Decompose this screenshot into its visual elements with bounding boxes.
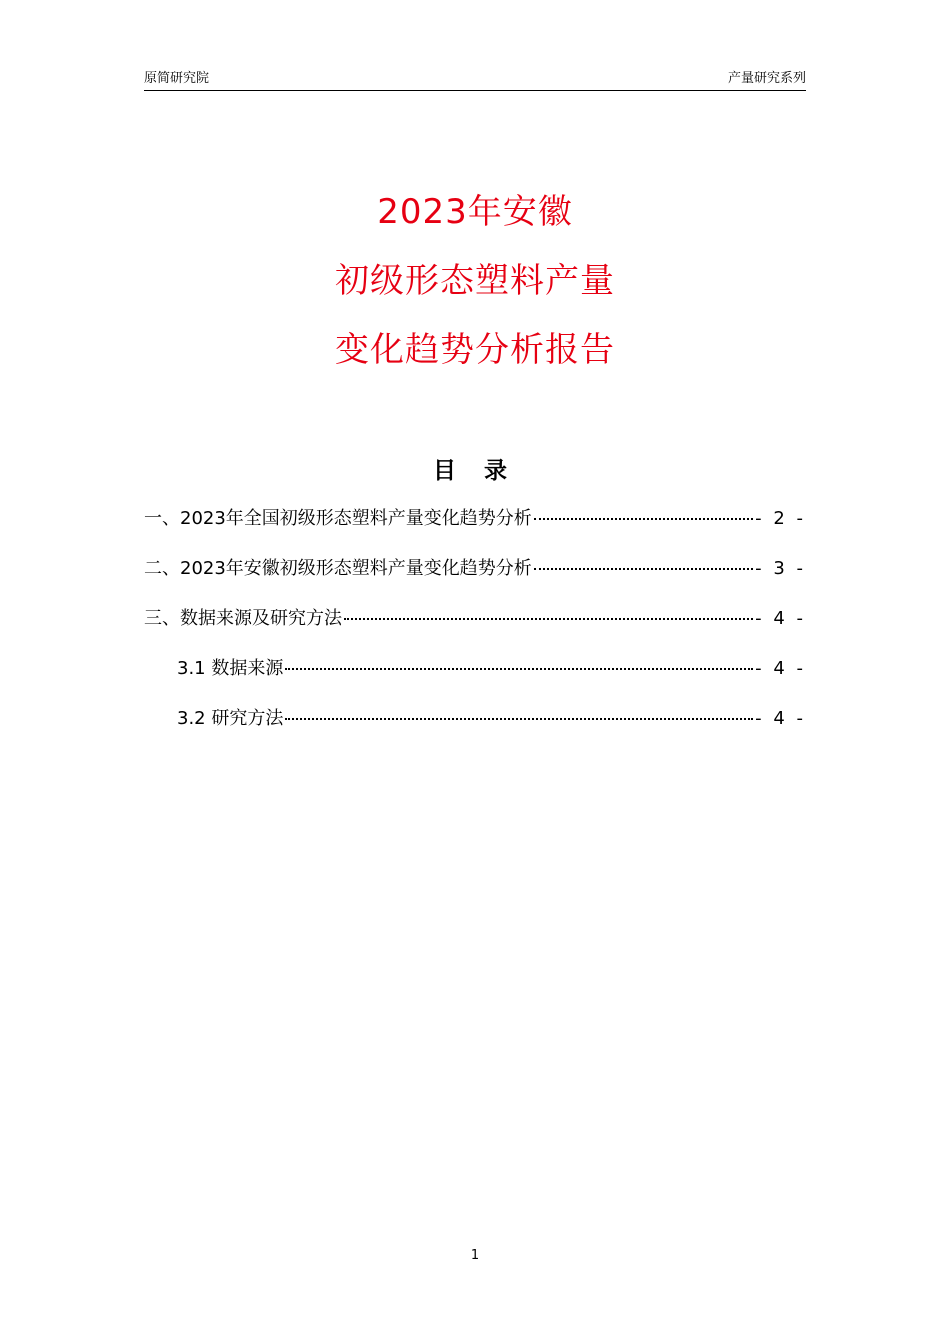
table-of-contents [144,504,806,754]
toc-leader-dots [534,518,753,520]
title-line-1: 2023年安徽 [377,192,573,232]
title-line-2: 初级形态塑料产量 [335,261,615,301]
header-left-text: 原简研究院 [144,71,210,86]
page-header [144,66,806,91]
toc-entry-page: - 4 - [755,608,806,629]
toc-leader-dots [344,618,753,620]
report-title [0,178,950,385]
toc-heading: 目 录 [432,458,517,484]
toc-entry-label: 一、2023年全国初级形态塑料产量变化趋势分析 [144,508,532,529]
toc-entry-label: 3.2 研究方法 [177,708,284,729]
toc-entry-page: - 4 - [755,658,806,679]
toc-leader-dots [285,668,753,670]
toc-entry-3-2[interactable] [144,704,806,754]
toc-entry-page: - 3 - [755,558,806,579]
toc-entry-3-1[interactable] [144,654,806,704]
page-number: 1 [470,1248,480,1263]
toc-entry-page: - 2 - [755,508,806,529]
toc-entry-page: - 4 - [755,708,806,729]
toc-entry-label: 二、2023年安徽初级形态塑料产量变化趋势分析 [144,558,532,579]
header-right-text: 产量研究系列 [727,71,806,86]
toc-leader-dots [534,568,753,570]
toc-entry-label: 三、数据来源及研究方法 [144,608,342,629]
toc-entry-label: 3.1 数据来源 [177,658,284,679]
toc-entry-2[interactable] [144,554,806,604]
toc-entry-1[interactable] [144,504,806,554]
toc-entry-3[interactable] [144,604,806,654]
title-line-3: 变化趋势分析报告 [335,330,615,370]
toc-leader-dots [285,718,753,720]
